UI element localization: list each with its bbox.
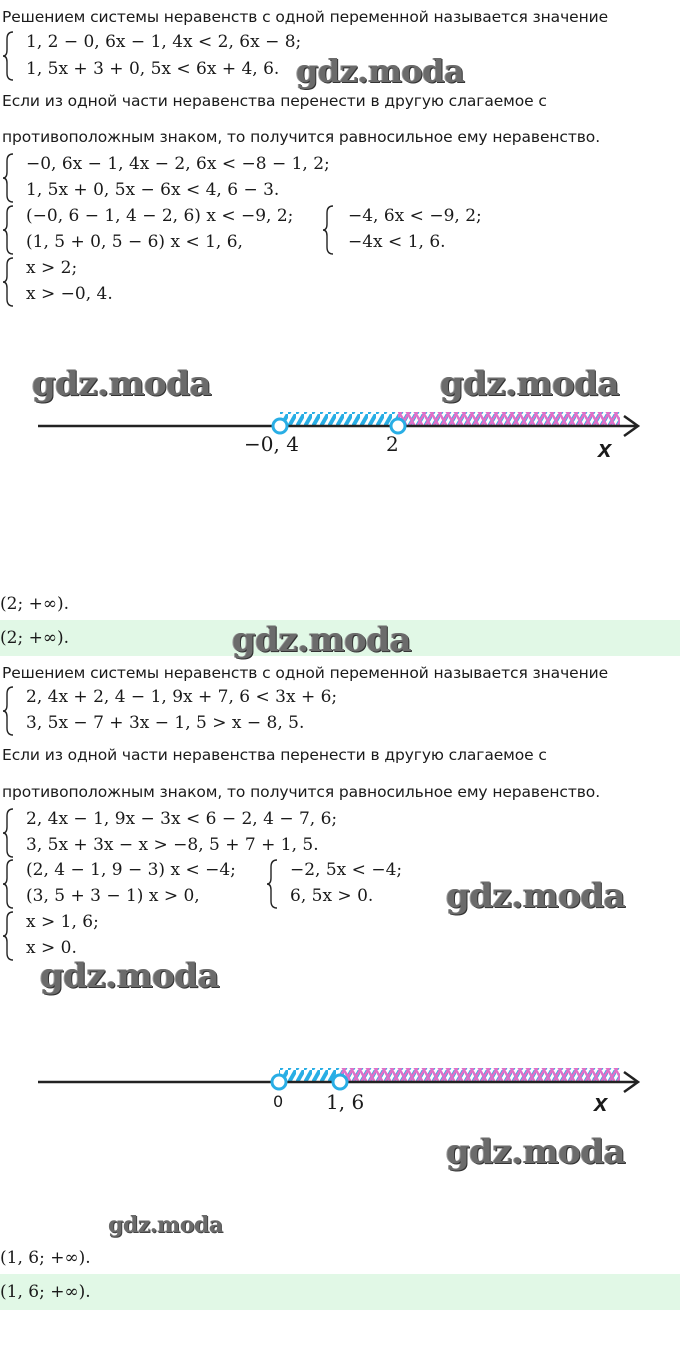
watermark: gdz.moda [232,620,412,660]
task2-step2b-line1: −2, 5x < −4; [290,860,403,880]
watermark: gdz.moda [446,1132,626,1172]
task2-step3-line2: x > 0. [26,938,77,958]
watermark: gdz.moda [446,876,626,916]
open-point-neg04 [273,419,287,433]
watermark: gdz.moda [32,364,212,404]
task1-step2a-line1: (−0, 6 − 1, 4 − 2, 6) x < −9, 2; [26,206,294,226]
task2-rule-line1: Если из одной части неравенства перенести в другую слагаемое с [2,746,547,764]
tick-label-2: 2 [386,432,399,456]
axis-label-x: x [594,1090,608,1117]
solution-hatch-x-gt-16 [340,1068,620,1082]
brace [2,257,16,307]
task2-answer-highlight: (1, 6; +∞). [0,1282,91,1302]
brace [2,205,16,255]
watermark: gdz.moda [296,52,465,90]
watermark: gdz.moda [440,364,620,404]
task2-step2a-line1: (2, 4 − 1, 9 − 3) x < −4; [26,860,236,880]
task1-step3-line2: x > −0, 4. [26,284,113,304]
task1-answer-highlight: (2; +∞). [0,628,70,648]
number-line-1 [0,400,680,450]
task2-step2a-line2: (3, 5 + 3 − 1) x > 0, [26,886,200,906]
brace [2,859,16,909]
task2-intro: Решением системы неравенств с одной переменной называется значение [2,664,609,682]
brace [2,911,16,961]
brace [2,808,16,858]
task1-step2a-line2: (1, 5 + 0, 5 − 6) x < 1, 6, [26,232,243,252]
axis-label-x: x [598,436,612,463]
task2-system-line1: 2, 4x + 2, 4 − 1, 9x + 7, 6 < 3x + 6; [26,687,338,707]
solution-hatch-x-gt-2 [398,412,620,426]
tick-label-16: 1, 6 [326,1090,365,1114]
task2-step2b-line2: 6, 5x > 0. [290,886,374,906]
task2-step1-line2: 3, 5x + 3x − x > −8, 5 + 7 + 1, 5. [26,835,319,855]
brace [266,859,280,909]
open-point-2 [391,419,405,433]
task1-step2b-line2: −4x < 1, 6. [348,232,446,252]
tick-label-neg04: −0, 4 [244,432,299,456]
task2-step1-line1: 2, 4x − 1, 9x − 3x < 6 − 2, 4 − 7, 6; [26,809,338,829]
task1-step1-line1: −0, 6x − 1, 4x − 2, 6x < −8 − 1, 2; [26,154,330,174]
brace [2,686,16,736]
task1-step3-line1: x > 2; [26,258,78,278]
tick-label-0: 0 [273,1092,284,1111]
task1-step1-line2: 1, 5x + 0, 5x − 6x < 4, 6 − 3. [26,180,280,200]
task1-rule-line1: Если из одной части неравенства перенести в другую слагаемое с [2,92,547,110]
brace [2,153,16,203]
task1-system-line1: 1, 2 − 0, 6x − 1, 4x < 2, 6x − 8; [26,32,302,52]
task1-step2b-line1: −4, 6x < −9, 2; [348,206,482,226]
task1-rule-line2: противоположным знаком, то получится равносильное ему неравенство. [2,128,601,146]
watermark: gdz.moda [108,1212,223,1238]
answer-highlight-band [0,1274,680,1310]
brace [322,205,336,255]
watermark: gdz.moda [40,956,220,996]
open-point-16 [333,1075,347,1089]
open-point-0 [272,1075,286,1089]
task1-intro: Решением системы неравенств с одной переменной называется значение [2,8,609,26]
task2-answer: (1, 6; +∞). [0,1248,91,1268]
task2-step3-line1: x > 1, 6; [26,912,99,932]
task2-rule-line2: противоположным знаком, то получится равносильное ему неравенство. [2,783,601,801]
brace [2,31,16,81]
task2-system-line2: 3, 5x − 7 + 3x − 1, 5 > x − 8, 5. [26,713,305,733]
task1-answer: (2; +∞). [0,594,70,614]
task1-system-line2: 1, 5x + 3 + 0, 5x < 6x + 4, 6. [26,59,280,79]
